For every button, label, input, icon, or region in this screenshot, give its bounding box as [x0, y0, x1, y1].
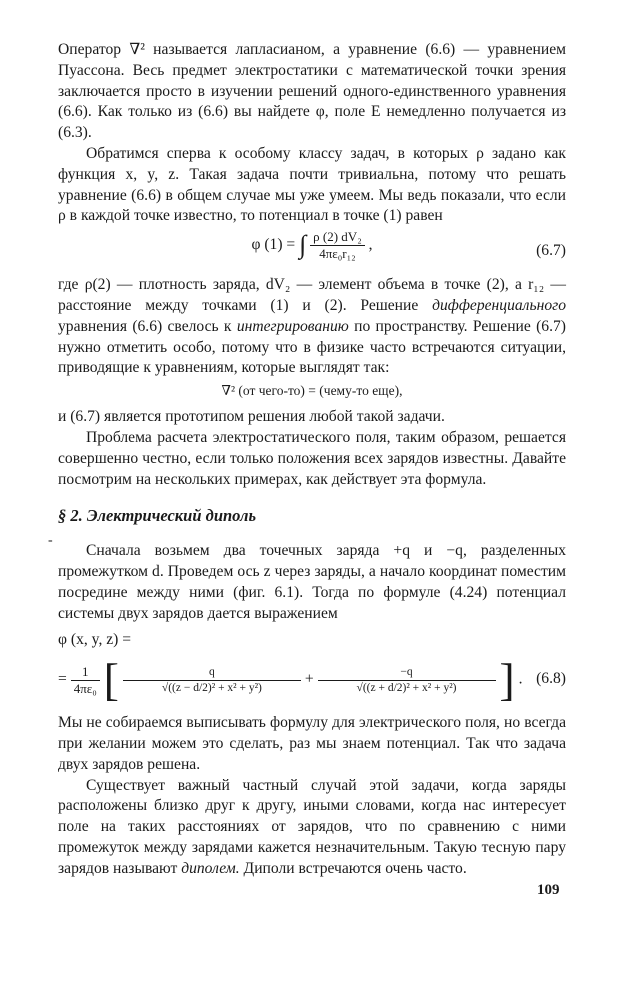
p3-text-c: уравнения (6.6) свелось к	[58, 317, 237, 335]
eq67-lhs: φ (1) =	[251, 236, 296, 254]
eq68-tail: .	[518, 670, 523, 688]
right-bracket: ]	[499, 654, 515, 706]
equation-nabla	[58, 381, 566, 405]
left-bracket: [	[103, 654, 119, 706]
equation-6-8	[58, 653, 566, 711]
eq68-coefficient	[71, 664, 100, 697]
p3-italic-integration: интегрированию	[236, 317, 349, 335]
page-content	[58, 40, 566, 880]
eq68-coef-den: 4πε₀	[73, 680, 97, 696]
eq68-label: (6.8)	[536, 670, 566, 688]
p8-text-a: Существует важный частный случай этой задачи, когда заряды расположены близко друг к другу, иными словами, когда нас интересует поле на таких расстояниях от зарядов, что по сравнению с ними промежуток между зарядами кажется незначительным. Такую тесную пару зарядов называют	[58, 776, 566, 877]
eq-nabla-text: ∇² (от чего-то) = (чему-то еще),	[221, 383, 403, 399]
section-heading: § 2. Электрический диполь	[58, 506, 257, 526]
paragraph-4: и (6.7) является прототипом решения любой такой задачи.	[58, 408, 445, 426]
paragraph-8	[58, 776, 566, 880]
p3-italic-differential: дифференциального	[432, 296, 566, 314]
p8-text-c: Диполи встречаются очень часто.	[239, 859, 467, 877]
p3-text-e: по пространству. Решение (6.7) нужно отметить особо, потому что в физике часто встречаются ситуации, приводящие к уравнениям, которые выглядят так:	[58, 317, 566, 377]
paragraph-3	[58, 275, 566, 379]
paragraph-2: Обратимся сперва к особому классу задач, в которых ρ задано как функция x, y, z. Такая задача почти тривиальна, потому что решать уравнение (6.6) в общем случае мы уже умеем. Мы ведь показали, что если ρ в каждой точке известно, то потенциал в точке (1) равен	[58, 144, 566, 225]
eq68-term1-den: √((z − d/2)² + x² + y²)	[161, 681, 262, 694]
eq68-equals: =	[58, 670, 67, 688]
paragraph-1: Оператор ∇² называется лапласианом, а уравнение (6.6) — уравнением Пуассона. Весь предмет электростатики с математической точки зрения заключается просто в изучении решений одного-единственного уравнения (6.6). Как только из (6.6) вы найдете φ, поле E немедленно получается из (6.3).	[58, 41, 566, 142]
eq67-label: (6.7)	[536, 242, 566, 260]
p8-italic-dipole: диполем.	[181, 859, 240, 877]
paragraph-5: Проблема расчета электростатического поля, таким образом, решается совершенно честно, если только положения всех зарядов известны. Давайте посмотрим на нескольких примерах, как действует эта формула.	[58, 428, 566, 488]
eq68-term1	[123, 665, 301, 696]
eq67-tail: ,	[368, 236, 373, 254]
equation-6-7	[58, 229, 566, 273]
eq67-numerator: ρ (2) dV₂	[310, 229, 365, 246]
page-number: 109	[537, 882, 560, 898]
eq67-fraction	[310, 229, 365, 262]
p3-text-a: где ρ(2) — плотность заряда, dV₂ — элемент объема в точке (2), а r₁₂ — расстояние между точками (1) и (2). Решение	[58, 276, 566, 314]
eq68-term2-num: −q	[318, 665, 496, 681]
paragraph-6: Сначала возьмем два точечных заряда +q и −q, разделенных промежутком d. Проведем ось z через заряды, а начало координат поместим посредине между ними (фиг. 6.1). Тогда по формуле (4.24) потенциал системы двух зарядов дается выражением	[58, 542, 566, 622]
eq68-term1-num: q	[123, 665, 301, 681]
eq68-line1: φ (x, y, z) =	[58, 631, 132, 649]
eq68-coef-num: 1	[71, 664, 100, 681]
paragraph-7: Мы не собираемся выписывать формулу для электрического поля, но всегда при желании можем это сделать, раз мы знаем потенциал. Так что задача двух зарядов решена.	[58, 714, 566, 773]
margin-mark: -	[48, 533, 53, 548]
eq67-denominator: 4πε₀r₁₂	[319, 246, 356, 262]
eq68-term2	[318, 665, 496, 696]
integral-sign: ∫	[299, 230, 307, 260]
eq68-plus: +	[304, 670, 314, 688]
eq68-term2-den: √((z + d/2)² + x² + y²)	[356, 681, 457, 694]
